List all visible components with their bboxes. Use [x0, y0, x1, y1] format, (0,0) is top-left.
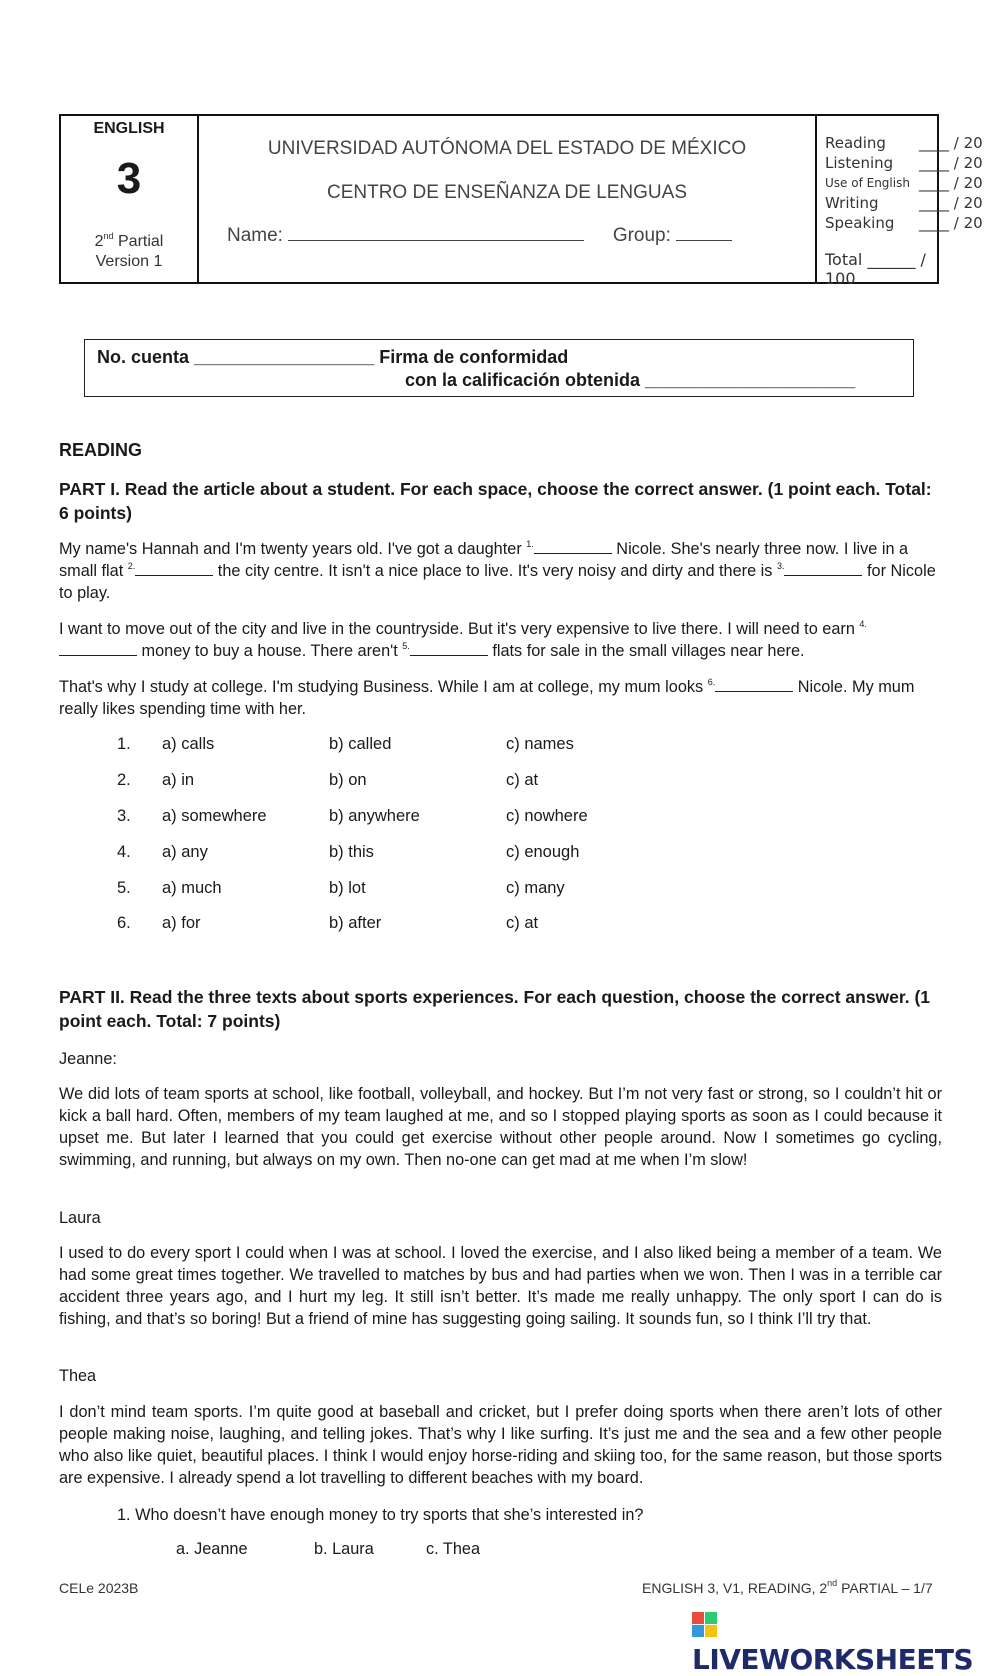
score-value: ____ / 20 [919, 214, 983, 232]
footer-sup: nd [827, 1578, 838, 1588]
thea-name: Thea [59, 1367, 97, 1385]
question-row-4 [117, 843, 717, 865]
part2-q1-options [176, 1540, 576, 1562]
version-label: Version 1 [95, 253, 163, 270]
option-b[interactable]: b) anywhere [329, 807, 420, 825]
logo-text: LIVEWORKSHEETS [692, 1643, 974, 1676]
text: flats for sale in the small villages near here. [487, 642, 805, 660]
option-c[interactable]: c) nowhere [506, 807, 588, 825]
question-number: 1. [117, 735, 131, 753]
score-label: Use of English [825, 176, 910, 190]
partial-sup: nd [103, 231, 114, 241]
signature-line: con la calificación obtenida _____________________ [405, 370, 856, 390]
group-field[interactable] [676, 224, 732, 241]
subject-label: ENGLISH [93, 120, 165, 137]
option-b[interactable]: b) this [329, 843, 374, 861]
question-row-2 [117, 771, 717, 793]
text: I want to move out of the city and live in the countryside. But it's very expensive to live there. I will need to earn [59, 620, 860, 638]
scores-cell [817, 116, 983, 288]
option-c[interactable]: c) enough [506, 843, 580, 861]
option-a[interactable]: a) much [162, 879, 222, 897]
jeanne-name: Jeanne: [59, 1050, 117, 1068]
text: Nicole. My mum really likes spending time with her. [59, 678, 915, 718]
name-label: Name: [227, 225, 283, 246]
option-c[interactable]: c) at [506, 771, 539, 789]
part2-question-1: 1. Who doesn’t have enough money to try sports that she’s interested in? [117, 1506, 644, 1524]
option-c[interactable]: c) many [506, 879, 565, 897]
score-row-writing [825, 194, 995, 214]
footer-text: ENGLISH 3, V1, READING, 2 [642, 1580, 828, 1596]
institution-cell [199, 116, 817, 282]
text: money to buy a house. There aren't [137, 642, 403, 660]
jeanne-text: We did lots of team sports at school, like football, volleyball, and hockey. But I’m not very fast or strong, so I couldn’t hit or kick a ball hard. Often, members of my team laughed at me, and so I stopped playing sports as soon as I could because it upset me. But later I learned that you could get exercise without other people around. Now I sometimes go cycling, swimming, and running, but always on my own. Then no-one can get mad at me when I’m slow! [59, 1085, 942, 1169]
option-c[interactable]: c) names [506, 735, 574, 753]
gap-2[interactable] [135, 561, 213, 576]
score-row-reading [825, 134, 995, 154]
footer-left: CELe 2023B [59, 1580, 139, 1596]
option-b[interactable]: b) lot [329, 879, 366, 897]
part1-paragraph-2 [59, 618, 942, 662]
option-a[interactable]: a) calls [162, 735, 215, 753]
part1-title: PART I. Read the article about a student. For each space, choose the correct answer. (1 point each. Total: 6 points) [59, 479, 932, 523]
liveworksheets-logo[interactable] [692, 1610, 1000, 1676]
gap-number: 2. [127, 561, 136, 571]
scores-list [825, 134, 995, 234]
footer-right [642, 1580, 933, 1596]
university-name: UNIVERSIDAD AUTÓNOMA DEL ESTADO DE MÉXICO [267, 138, 747, 159]
score-value: ____ / 20 [919, 154, 983, 172]
score-value: ____ / 20 [919, 134, 983, 152]
option-jeanne[interactable]: a. Jeanne [176, 1540, 248, 1558]
gap-1[interactable] [534, 539, 612, 554]
account-signature-box [84, 339, 914, 397]
question-number: 6. [117, 914, 131, 932]
gap-number: 1. [526, 539, 534, 549]
exam-header [59, 114, 983, 288]
score-row-use-of-english [825, 174, 995, 194]
exam-id-cell [61, 116, 199, 282]
part1-paragraph-1 [59, 538, 942, 604]
option-a[interactable]: a) any [162, 843, 208, 861]
text: That's why I study at college. I'm studying Business. While I am at college, my mum looks [59, 678, 708, 696]
question-number: 2. [117, 771, 131, 789]
footer-text: PARTIAL – 1/7 [837, 1580, 933, 1596]
level-number: 3 [116, 154, 142, 203]
laura-name: Laura [59, 1209, 101, 1227]
gap-5[interactable] [410, 641, 488, 656]
name-group-row [227, 224, 732, 247]
text: My name's Hannah and I'm twenty years old. I've got a daughter [59, 540, 527, 558]
question-number: 5. [117, 879, 131, 897]
option-b[interactable]: b) after [329, 914, 382, 932]
reading-title: READING [59, 440, 143, 460]
liveworksheets-logo-icon [692, 1612, 718, 1638]
option-b[interactable]: b) on [329, 771, 367, 789]
partial-word: Partial [118, 233, 164, 250]
score-label: Writing [825, 194, 879, 212]
text: the city centre. It isn't a nice place to live. It's very noisy and dirty and there is [213, 562, 777, 580]
text: Nicole. She's nearly three now. I live in a small flat [59, 540, 909, 580]
part2-title: PART II. Read the three texts about sports experiences. For each question, choose the correct answer. (1 point each. Total: 7 points) [59, 987, 931, 1031]
partial-version [61, 232, 197, 272]
score-label: Reading [825, 134, 886, 152]
option-b[interactable]: b) called [329, 735, 392, 753]
score-label: Speaking [825, 214, 895, 232]
gap-number: 3. [776, 561, 785, 571]
gap-3[interactable] [784, 561, 862, 576]
question-row-5 [117, 879, 717, 901]
question-number: 4. [117, 843, 131, 861]
score-value: ____ / 20 [919, 194, 983, 212]
thea-text: I don’t mind team sports. I’m quite good at baseball and cricket, but I prefer doing sports when there aren’t lots of other people making noise, laughing, and telling jokes. That’s why I like surfing. It’s just me and the sea and a few other people who also like quiet, beautiful places. I think I would enjoy horse-riding and skiing too, for the same reason, but those sports are expensive. I already spend a lot travelling to different beaches with my board. [59, 1403, 942, 1487]
laura-text: I used to do every sport I could when I was at school. I loved the exercise, and I also liked being a member of a team. We had some great times together. We travelled to matches by bus and had parties when we won. Then I was in a terrible car accident three years ago, and I hurt my leg. It still isn’t better. It’s made me really unhappy. The only sport I can do is fishing, and that’s so boring! But a friend of mine has suggesting going sailing. It sounds fun, so I think I’ll try that. [59, 1244, 942, 1328]
option-laura[interactable]: b. Laura [314, 1540, 374, 1558]
score-row-listening [825, 154, 995, 174]
group-label: Group: [612, 225, 671, 246]
question-row-6 [117, 914, 717, 936]
score-row-speaking [825, 214, 995, 234]
option-thea[interactable]: c. Thea [426, 1540, 481, 1558]
gap-number: 4. [859, 619, 867, 629]
gap-number: 6. [707, 677, 716, 687]
option-a[interactable]: a) for [162, 914, 201, 932]
option-c[interactable]: c) at [506, 914, 539, 932]
account-line: No. cuenta __________________ Firma de conformidad [97, 347, 569, 367]
gap-4[interactable] [59, 641, 137, 656]
text: for Nicole to play. [59, 562, 936, 602]
total-score: Total ______ / 100 [825, 250, 926, 288]
question-row-1 [117, 735, 717, 757]
option-a[interactable]: a) in [162, 771, 195, 789]
score-value: ____ / 20 [919, 174, 983, 192]
part1-paragraph-3 [59, 676, 942, 720]
name-field[interactable] [288, 224, 584, 241]
option-a[interactable]: a) somewhere [162, 807, 267, 825]
gap-number: 5. [402, 641, 410, 651]
score-label: Listening [825, 154, 894, 172]
question-number: 3. [117, 807, 131, 825]
centre-name: CENTRO DE ENSEÑANZA DE LENGUAS [326, 182, 688, 203]
partial-num: 2 [94, 233, 104, 250]
question-row-3 [117, 807, 717, 829]
gap-6[interactable] [715, 677, 793, 692]
